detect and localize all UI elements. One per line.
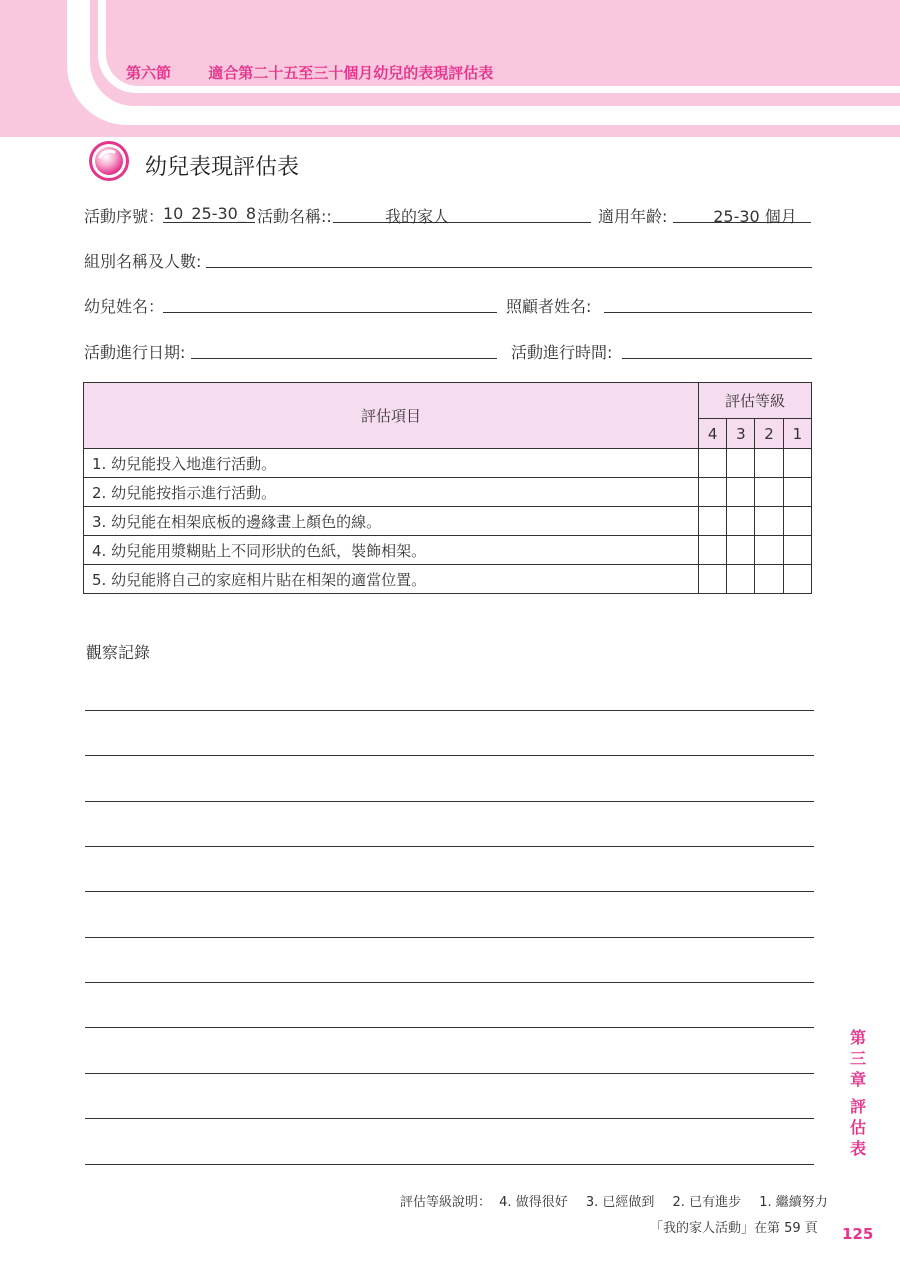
observation-line[interactable] — [85, 1164, 814, 1165]
side-section-label: 評 估 表 — [849, 1097, 866, 1158]
grade-cell[interactable] — [783, 449, 811, 478]
legend-item: 2. 已有進步 — [672, 1195, 742, 1210]
evaluation-table — [83, 382, 812, 594]
grade-cell[interactable] — [755, 536, 783, 565]
grade-cell[interactable] — [699, 507, 727, 536]
item-text: 1. 幼兒能投入地進行活動。 — [84, 449, 699, 478]
grade-col-2: 2 — [755, 419, 783, 449]
carer-name-label: 照顧者姓名: — [506, 297, 592, 316]
table-row — [84, 507, 812, 536]
activity-no-value: 10_25-30_8 — [163, 204, 257, 223]
age-label: 適用年齡: — [598, 207, 668, 226]
grade-col-4: 4 — [699, 419, 727, 449]
observation-line[interactable] — [85, 937, 814, 938]
grade-cell[interactable] — [755, 478, 783, 507]
grade-col-3: 3 — [727, 419, 755, 449]
grade-cell[interactable] — [755, 565, 783, 594]
grade-cell[interactable] — [783, 565, 811, 594]
observation-line[interactable] — [85, 755, 814, 756]
section-title: 適合第二十五至三十個月幼兒的表現評估表 — [208, 64, 494, 82]
observation-line[interactable] — [85, 710, 814, 711]
grade-cell[interactable] — [727, 536, 755, 565]
observation-line[interactable] — [85, 846, 814, 847]
table-row — [84, 565, 812, 594]
grade-header: 評估等級 — [699, 383, 812, 419]
date-label: 活動進行日期: — [84, 343, 186, 362]
page-number: 125 — [842, 1225, 874, 1243]
item-text: 3. 幼兒能在相架底板的邊緣畫上顏色的線。 — [84, 507, 699, 536]
grade-cell[interactable] — [699, 478, 727, 507]
group-label: 組別名稱及人數: — [84, 252, 202, 271]
child-name-label: 幼兒姓名： — [84, 297, 165, 316]
legend-item: 1. 繼續努力 — [759, 1195, 828, 1210]
grade-cell[interactable] — [755, 507, 783, 536]
grade-cell[interactable] — [727, 565, 755, 594]
side-chapter-label: 第 三 章 — [849, 1028, 866, 1089]
legend-item: 3. 已經做到 — [585, 1195, 655, 1210]
date-field[interactable] — [191, 358, 497, 359]
grade-cell[interactable] — [727, 507, 755, 536]
section-number: 第六節 — [126, 64, 172, 82]
grade-cell[interactable] — [783, 478, 811, 507]
item-header: 評估項目 — [84, 383, 699, 449]
time-field[interactable] — [622, 358, 812, 359]
observation-line[interactable] — [85, 1027, 814, 1028]
table-row — [84, 478, 812, 507]
grade-col-1: 1 — [783, 419, 811, 449]
item-text: 5. 幼兒能將自己的家庭相片貼在相架的適當位置。 — [84, 565, 699, 594]
observation-title: 觀察記錄 — [86, 643, 151, 662]
grade-cell[interactable] — [755, 449, 783, 478]
observation-line[interactable] — [85, 1118, 814, 1119]
grade-cell[interactable] — [727, 478, 755, 507]
activity-name-value: 我的家人 — [384, 207, 449, 226]
section-header — [126, 62, 493, 83]
grade-cell[interactable] — [783, 536, 811, 565]
observation-line[interactable] — [85, 1073, 814, 1074]
grade-cell[interactable] — [699, 565, 727, 594]
grade-legend — [400, 1191, 828, 1210]
page-title: 幼兒表現評估表 — [145, 155, 300, 180]
child-name-field[interactable] — [163, 312, 497, 313]
item-text: 2. 幼兒能按指示進行活動。 — [84, 478, 699, 507]
observation-line[interactable] — [85, 891, 814, 892]
table-row — [84, 536, 812, 565]
observation-line[interactable] — [85, 982, 814, 983]
activity-name-label: 活動名稱:: — [257, 207, 332, 226]
grade-cell[interactable] — [727, 449, 755, 478]
grade-cell[interactable] — [783, 507, 811, 536]
grade-cell[interactable] — [699, 449, 727, 478]
group-field[interactable] — [206, 267, 812, 268]
legend-item: 4. 做得很好 — [499, 1195, 568, 1210]
time-label: 活動進行時間: — [511, 343, 613, 362]
carer-name-field[interactable] — [604, 312, 812, 313]
pearl-bullet-icon — [88, 140, 130, 182]
activity-no-label: 活動序號： — [84, 207, 165, 226]
observation-line[interactable] — [85, 801, 814, 802]
item-text: 4. 幼兒能用漿糊貼上不同形狀的色紙，裝飾相架。 — [84, 536, 699, 565]
grade-cell[interactable] — [699, 536, 727, 565]
page-reference: 「我的家人活動」在第 59 頁 — [650, 1221, 818, 1236]
table-row — [84, 449, 812, 478]
legend-label: 評估等級說明： — [400, 1195, 492, 1210]
age-value: 25-30 個月 — [713, 207, 797, 226]
